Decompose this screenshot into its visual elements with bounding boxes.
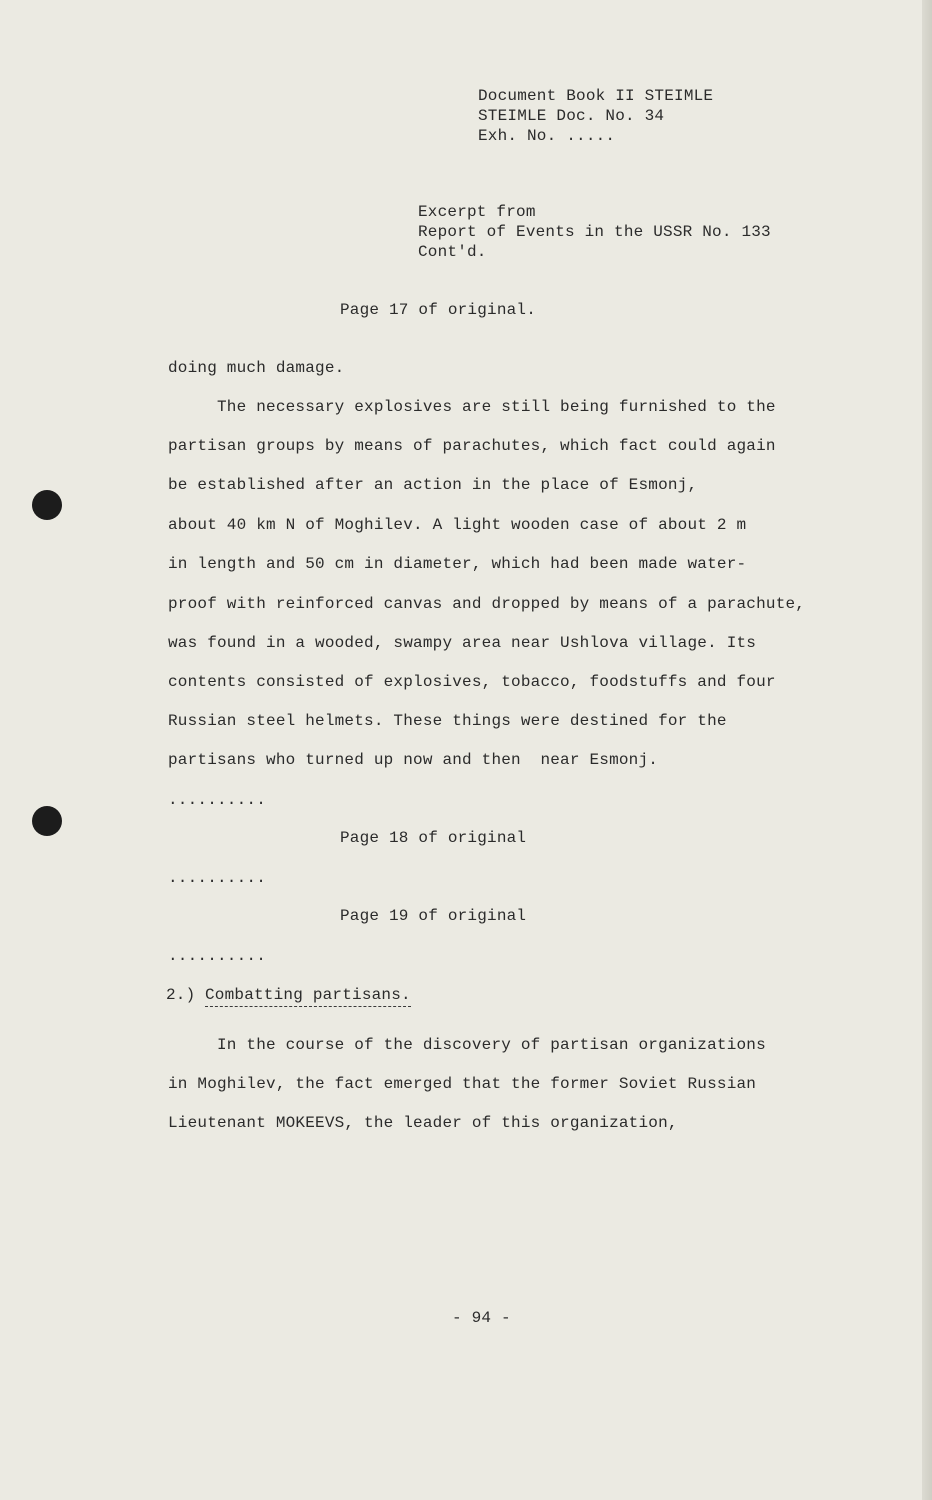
header-line-3: Exh. No. ..... [478,127,616,145]
body-line: about 40 km N of Moghilev. A light wooden case of about 2 m [168,516,747,534]
paper-edge [922,0,932,1500]
punch-hole-top [32,490,62,520]
excerpt-line-1: Excerpt from [418,203,536,221]
page-number: - 94 - [452,1309,511,1327]
body-line: in length and 50 cm in diameter, which had been made water- [168,555,747,573]
section-number: 2.) [166,986,196,1004]
ellipsis-separator: .......... [168,791,267,809]
header-line-1: Document Book II STEIMLE [478,87,714,105]
body-line: partisans who turned up now and then near Esmonj. [168,751,659,769]
page-18-heading: Page 18 of original [340,829,527,847]
paragraph-line: in Moghilev, the fact emerged that the former Soviet Russian [168,1075,757,1093]
body-line: doing much damage. [168,359,345,377]
page-19-heading: Page 19 of original [340,907,527,925]
punch-hole-bottom [32,806,62,836]
body-line: partisan groups by means of parachutes, which fact could again [168,437,776,455]
body-line: proof with reinforced canvas and dropped by means of a parachute, [168,595,806,613]
excerpt-line-3: Cont'd. [418,243,487,261]
ellipsis-separator: .......... [168,947,267,965]
ellipsis-separator: .......... [168,869,267,887]
body-line: contents consisted of explosives, tobacco, foodstuffs and four [168,673,776,691]
header-line-2: STEIMLE Doc. No. 34 [478,107,665,125]
excerpt-line-2: Report of Events in the USSR No. 133 [418,223,771,241]
section-title: Combatting partisans. [205,985,411,1007]
page-17-heading: Page 17 of original. [340,301,537,319]
body-line: The necessary explosives are still being furnished to the [168,398,776,416]
body-line: was found in a wooded, swampy area near Ushlova village. Its [168,634,757,652]
paragraph-line: In the course of the discovery of partisan organizations [168,1036,766,1054]
paragraph-line: Lieutenant MOKEEVS, the leader of this organization, [168,1114,678,1132]
body-line: Russian steel helmets. These things were destined for the [168,712,727,730]
body-line: be established after an action in the place of Esmonj, [168,476,698,494]
